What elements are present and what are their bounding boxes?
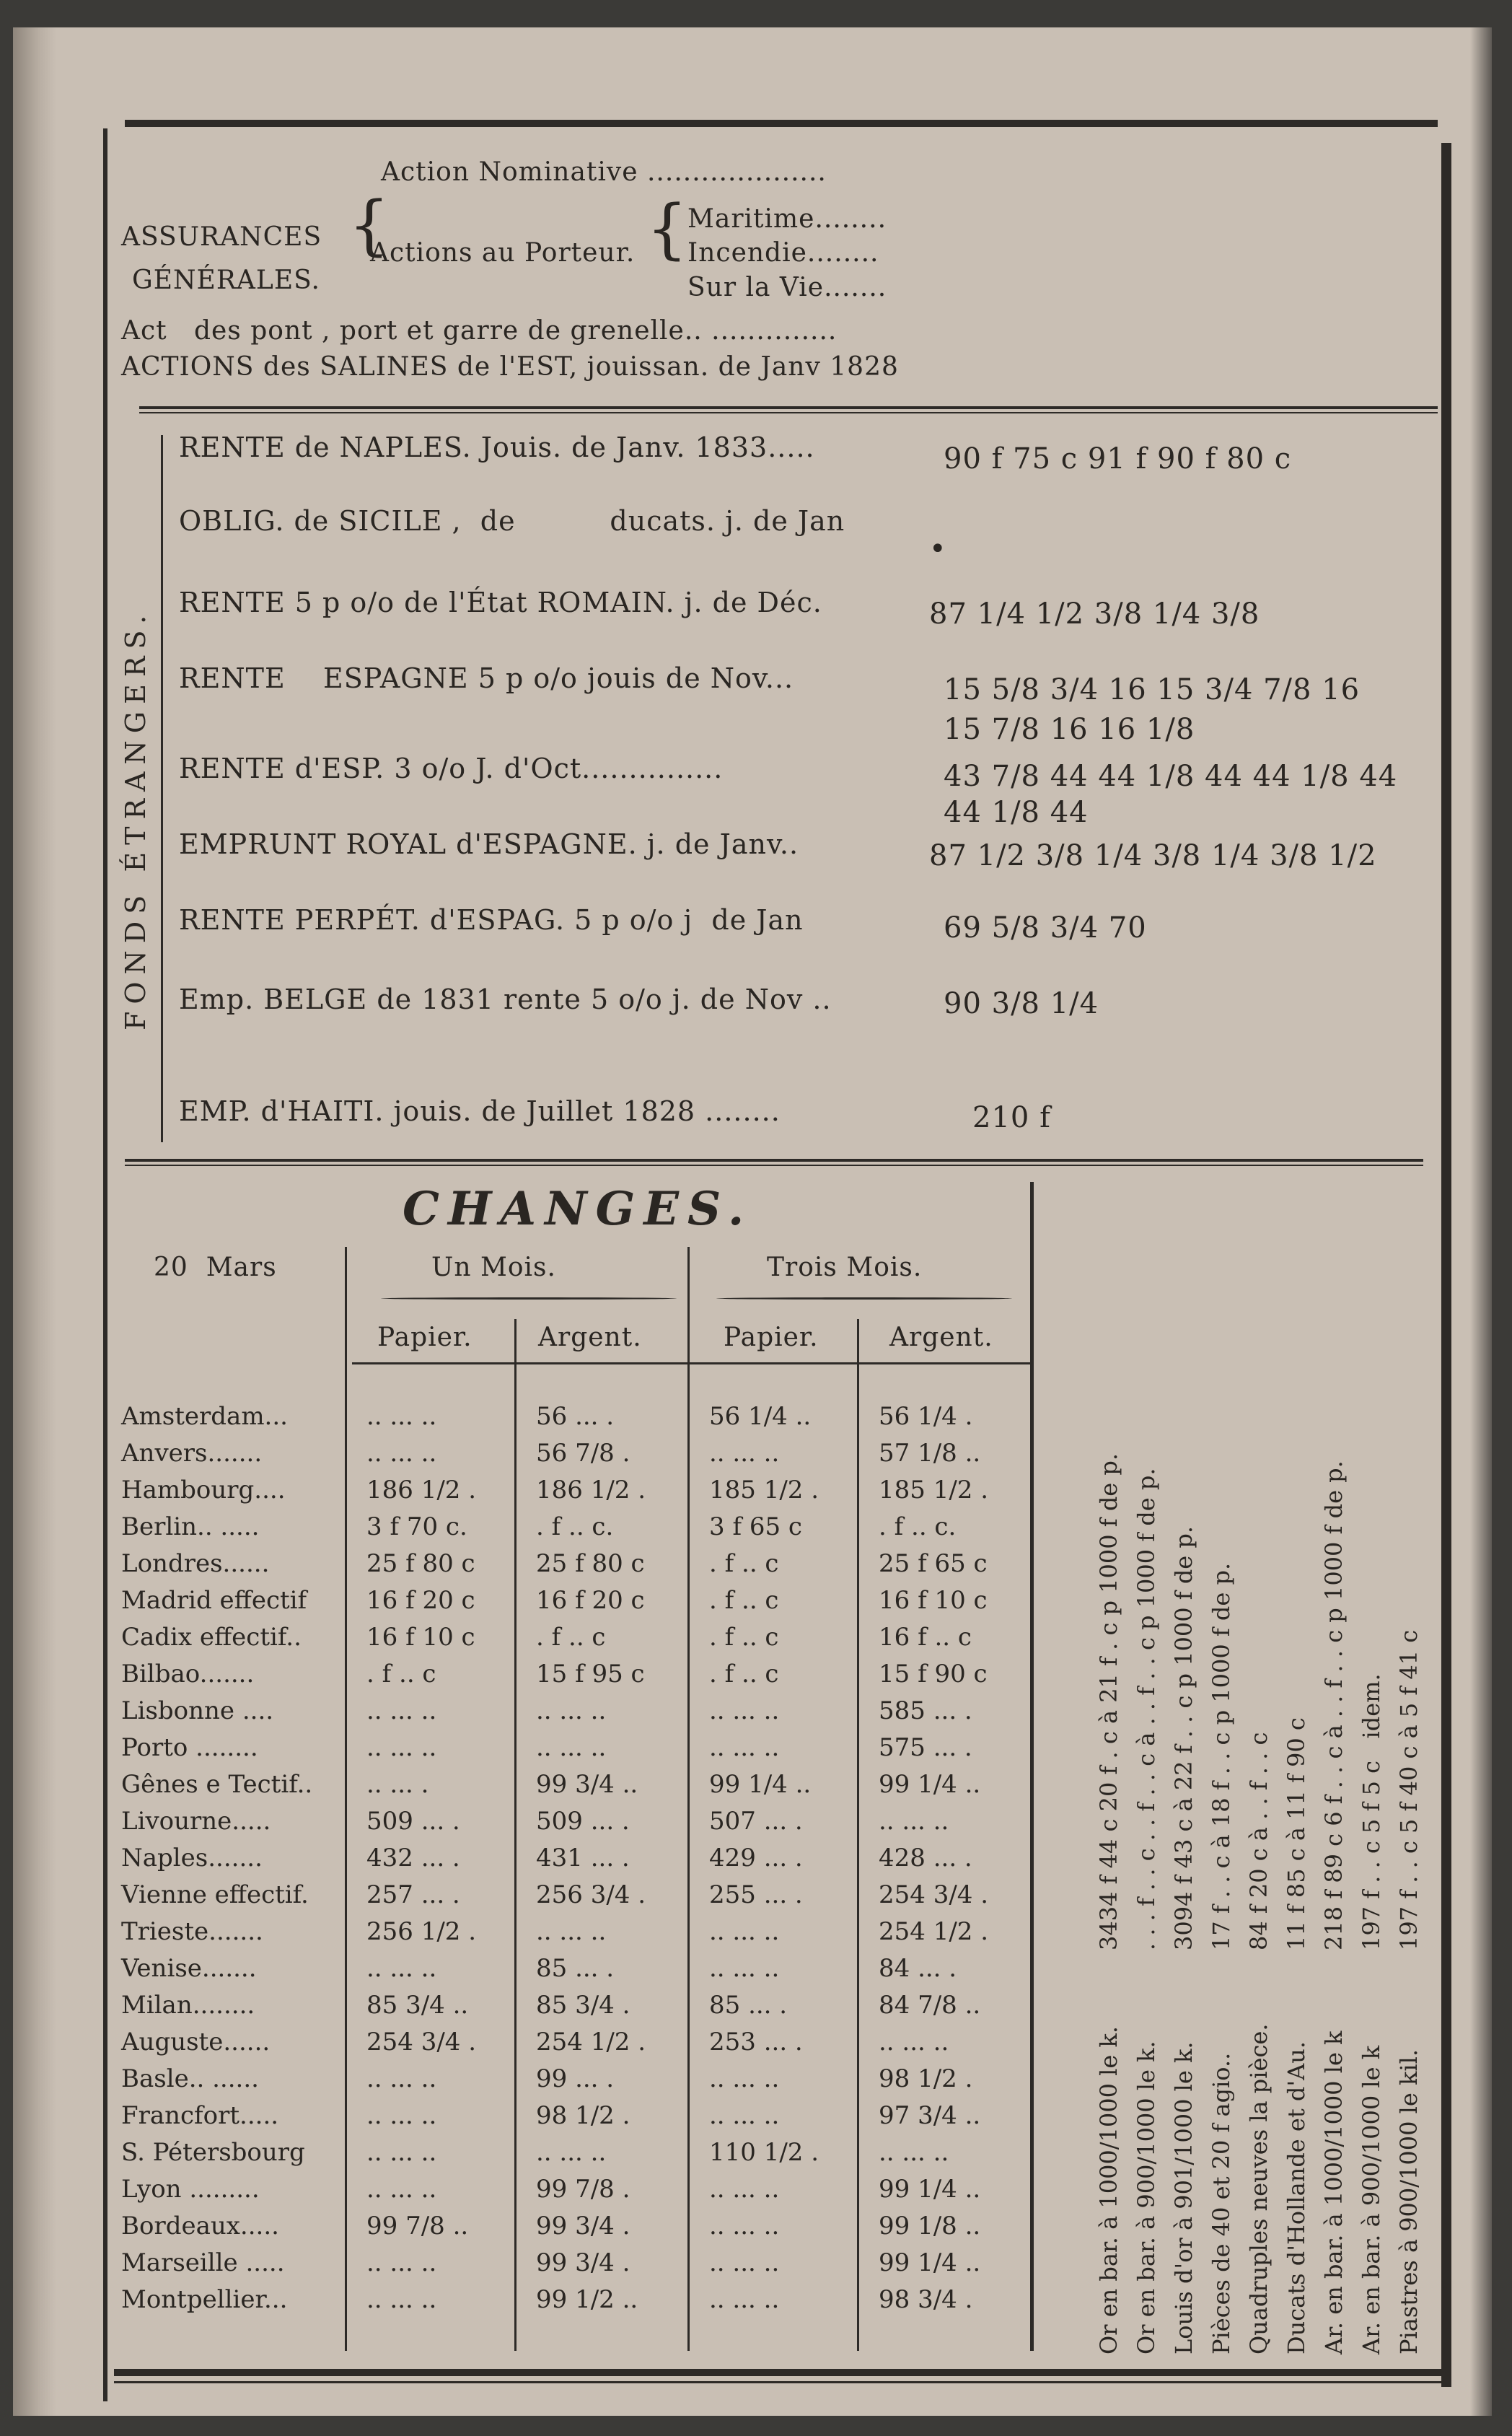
rate-cell: . f .. c xyxy=(366,1660,436,1688)
rate-cell: 509 ... . xyxy=(536,1807,630,1836)
rate-cell: 432 ... . xyxy=(366,1844,460,1872)
incendie: Incendie........ xyxy=(687,238,879,268)
city-name: Gênes e Tectif.. xyxy=(121,1770,313,1799)
rate-cell: 16 f 10 c xyxy=(879,1586,988,1615)
rate-cell: 110 1/2 . xyxy=(709,2138,819,2167)
rate-cell: 99 3/4 . xyxy=(536,2248,630,2277)
action-nominative: Action Nominative .................... xyxy=(381,157,827,187)
rate-cell: 99 7/8 .. xyxy=(366,2212,469,2240)
matiere-label: Quadruples neuves la pièce. xyxy=(1245,2023,1273,2354)
matiere-value: 11 f 85 c à 11 f 90 c xyxy=(1283,1717,1310,1950)
city-name: Francfort..... xyxy=(121,2101,279,2130)
rate-cell: 186 1/2 . xyxy=(536,1476,646,1504)
left-frame-line xyxy=(103,128,107,2401)
matiere-value: 3094 f 43 c à 22 f . . c p 1000 f de p. xyxy=(1170,1525,1197,1950)
matiere-value: 197 f . . c 5 f 40 c à 5 f 41 c xyxy=(1395,1629,1423,1950)
rate-cell: .. ... .. xyxy=(366,2138,437,2167)
rate-cell: 254 1/2 . xyxy=(879,1917,989,1946)
rate-cell: . f .. c xyxy=(709,1549,779,1578)
maritime: Maritime........ xyxy=(687,204,887,234)
rate-cell: .. ... . xyxy=(366,1770,429,1799)
fonds-row-4-values-2: 44 1/8 44 xyxy=(944,796,1089,829)
matiere-value: 17 f . . c à 18 f . . c p 1000 f de p. xyxy=(1208,1562,1235,1950)
rate-cell: 16 f 20 c xyxy=(536,1586,645,1615)
rate-cell: 15 f 90 c xyxy=(879,1660,988,1688)
fonds-row-4-values: 43 7/8 44 44 1/8 44 44 1/8 44 xyxy=(944,760,1398,793)
matiere-label: Piastres à 900/1000 le kil. xyxy=(1395,2049,1423,2354)
city-name: Bordeaux..... xyxy=(121,2212,279,2240)
matiere-label: Ducats d'Hollande et d'Au. xyxy=(1283,2041,1310,2354)
rate-cell: .. ... .. xyxy=(366,1439,437,1468)
rate-cell: .. ... .. xyxy=(709,2248,780,2277)
city-name: Anvers....... xyxy=(121,1439,263,1468)
rate-cell: 98 1/2 . xyxy=(879,2064,973,2093)
fonds-row-3-values-2: 15 7/8 16 16 1/8 xyxy=(944,713,1195,746)
rate-cell: 429 ... . xyxy=(709,1844,803,1872)
rate-cell: 84 7/8 .. xyxy=(879,1991,981,2020)
rate-cell: 25 f 80 c xyxy=(536,1549,645,1578)
city-name: Venise....... xyxy=(121,1954,257,1983)
rate-cell: 56 7/8 . xyxy=(536,1439,630,1468)
matiere-label: Ar. en bar. à 1000/1000 le k xyxy=(1320,2030,1348,2354)
rate-cell: .. ... .. xyxy=(709,2101,780,2130)
rate-cell: 509 ... . xyxy=(366,1807,460,1836)
fonds-side-label: FONDS ÉTRANGERS. xyxy=(120,608,151,1030)
rate-cell: 99 ... . xyxy=(536,2064,615,2093)
separator-2 xyxy=(125,1159,1423,1162)
rate-cell: 98 3/4 . xyxy=(879,2285,973,2314)
fonds-row-5-values: 87 1/2 3/8 1/4 3/8 1/4 3/8 1/2 xyxy=(929,839,1377,872)
generales-label: GÉNÉRALES. xyxy=(132,266,320,295)
city-name: Madrid effectif xyxy=(121,1586,307,1615)
matiere-label: Or en bar. à 1000/1000 le k. xyxy=(1095,2025,1122,2354)
city-name: Hambourg.... xyxy=(121,1476,286,1504)
rate-cell: 56 1/4 .. xyxy=(709,1402,812,1431)
fonds-row-1-label: OBLIG. de SICILE , de ducats. j. de Jan xyxy=(179,505,845,537)
rate-cell: 255 ... . xyxy=(709,1880,803,1909)
matiere-value: . . . f . . c . . f . . c à . . f . . c p 1000 f de p. xyxy=(1133,1468,1160,1950)
rate-cell: 185 1/2 . xyxy=(879,1476,989,1504)
city-name: Bilbao....... xyxy=(121,1660,255,1688)
rate-cell: 85 3/4 .. xyxy=(366,1991,469,2020)
argent-header-2: Argent. xyxy=(889,1323,993,1352)
fonds-row-3-label: RENTE ESPAGNE 5 p o/o jouis de Nov... xyxy=(179,662,794,694)
rate-cell: 25 f 80 c xyxy=(366,1549,475,1578)
city-name: S. Pétersbourg xyxy=(121,2138,305,2167)
rate-cell: 3 f 70 c. xyxy=(366,1512,467,1541)
fonds-row-4-label: RENTE d'ESP. 3 o/o J. d'Oct............... xyxy=(179,753,724,784)
rate-cell: . f .. c xyxy=(536,1623,606,1652)
changes-date: 20 Mars xyxy=(154,1253,277,1282)
matiere-value: 3434 f 44 c 20 f . c à 21 f . c p 1000 f de p. xyxy=(1095,1453,1122,1950)
rate-cell: .. ... .. xyxy=(366,2064,437,2093)
rate-cell: 25 f 65 c xyxy=(879,1549,988,1578)
matiere-label: Or en bar. à 900/1000 le k. xyxy=(1133,2041,1160,2354)
fonds-row-8-values: 210 f xyxy=(972,1101,1051,1134)
matiere-label: Pièces de 40 et 20 f agio.. xyxy=(1208,2052,1235,2354)
rate-cell: 254 3/4 . xyxy=(879,1880,989,1909)
rate-cell: 97 3/4 .. xyxy=(879,2101,981,2130)
rate-cell: 99 1/4 .. xyxy=(879,2175,981,2204)
separator-1b xyxy=(139,412,1438,413)
col-line-1 xyxy=(514,1319,517,2351)
rate-cell: 99 1/4 .. xyxy=(879,2248,981,2277)
page-edge xyxy=(1470,27,1492,2416)
rate-cell: 16 f .. c xyxy=(879,1623,972,1652)
fonds-row-5-label: EMPRUNT ROYAL d'ESPAGNE. j. de Janv.. xyxy=(179,828,799,860)
rate-cell: .. ... .. xyxy=(366,2101,437,2130)
rate-cell: 431 ... . xyxy=(536,1844,630,1872)
matiere-label: Ar. en bar. à 900/1000 le k xyxy=(1358,2045,1385,2354)
rate-cell: 99 7/8 . xyxy=(536,2175,630,2204)
separator-1 xyxy=(139,406,1438,409)
rate-cell: 16 f 10 c xyxy=(366,1623,475,1652)
rate-cell: 257 ... . xyxy=(366,1880,460,1909)
rate-cell: .. ... .. xyxy=(536,2138,607,2167)
rate-cell: 186 1/2 . xyxy=(366,1476,477,1504)
rate-cell: .. ... .. xyxy=(366,2248,437,2277)
city-name: Lyon ......... xyxy=(121,2175,260,2204)
trois-mois-bracket xyxy=(716,1297,1012,1300)
rate-cell: . f .. c xyxy=(709,1623,779,1652)
fonds-row-3-values: 15 5/8 3/4 16 15 3/4 7/8 16 xyxy=(944,673,1361,706)
matiere-value: 197 f . . c 5 f 5 c idem. xyxy=(1358,1673,1385,1950)
right-frame-line xyxy=(1441,143,1451,2387)
rate-cell: .. ... .. xyxy=(366,1696,437,1725)
city-name: Vienne effectif. xyxy=(121,1880,309,1909)
actions-salines: ACTIONS des SALINES de l'EST, jouissan. de Janv 1828 xyxy=(121,352,899,382)
rate-cell: 256 1/2 . xyxy=(366,1917,477,1946)
rate-cell: 16 f 20 c xyxy=(366,1586,475,1615)
city-name: Londres...... xyxy=(121,1549,270,1578)
papier-header-2: Papier. xyxy=(724,1323,819,1352)
trois-mois-header: Trois Mois. xyxy=(767,1253,923,1282)
fonds-row-0-values: 90 f 75 c 91 f 90 f 80 c xyxy=(944,442,1292,476)
rate-cell: .. ... .. xyxy=(709,2175,780,2204)
rate-cell: 99 3/4 . xyxy=(536,2212,630,2240)
un-mois-bracket xyxy=(381,1297,677,1300)
fonds-row-6-label: RENTE PERPÉT. d'ESPAG. 5 p o/o j de Jan xyxy=(179,904,804,936)
brace-right: { xyxy=(646,191,688,267)
rate-cell: . f .. c. xyxy=(536,1512,614,1541)
city-name: Porto ........ xyxy=(121,1733,258,1762)
matiere-label: Louis d'or à 901/1000 le k. xyxy=(1170,2041,1197,2354)
rate-cell: .. ... .. xyxy=(366,1733,437,1762)
matiere-value: 84 f 20 c à . . f . . c xyxy=(1245,1732,1273,1950)
rate-cell: .. ... .. xyxy=(709,1733,780,1762)
brace-left: { xyxy=(348,188,390,263)
rate-cell: 254 3/4 . xyxy=(366,2028,477,2056)
argent-header-1: Argent. xyxy=(538,1323,642,1352)
col-line-3 xyxy=(857,1319,859,2351)
city-name: Montpellier... xyxy=(121,2285,288,2314)
rate-cell: 585 ... . xyxy=(879,1696,972,1725)
city-name: Milan........ xyxy=(121,1991,255,2020)
rate-cell: 185 1/2 . xyxy=(709,1476,819,1504)
city-name: Cadix effectif.. xyxy=(121,1623,302,1652)
rate-cell: 253 ... . xyxy=(709,2028,803,2056)
fonds-row-8-label: EMP. d'HAITI. jouis. de Juillet 1828 ........ xyxy=(179,1095,781,1127)
actions-porteur: Actions au Porteur. xyxy=(370,238,636,268)
rate-cell: .. ... .. xyxy=(536,1696,607,1725)
rate-cell: 84 ... . xyxy=(879,1954,957,1983)
header-underline xyxy=(352,1362,1030,1364)
rate-cell: 99 1/4 .. xyxy=(709,1770,812,1799)
fonds-row-7-label: Emp. BELGE de 1831 rente 5 o/o j. de Nov .. xyxy=(179,983,832,1015)
city-name: Amsterdam... xyxy=(121,1402,288,1431)
rate-cell: .. ... .. xyxy=(709,2285,780,2314)
col-line-2 xyxy=(687,1247,690,2351)
top-rule xyxy=(125,120,1438,127)
rate-cell: .. ... .. xyxy=(366,1954,437,1983)
rate-cell: .. ... .. xyxy=(709,1954,780,1983)
rate-cell: . f .. c. xyxy=(879,1512,957,1541)
city-name: Livourne..... xyxy=(121,1807,271,1836)
un-mois-header: Un Mois. xyxy=(431,1253,556,1282)
assurances-label: ASSURANCES xyxy=(121,222,322,252)
rate-cell: 99 1/2 .. xyxy=(536,2285,638,2314)
rate-cell: . f .. c xyxy=(709,1586,779,1615)
rate-cell: .. ... .. xyxy=(709,1439,780,1468)
city-name: Basle.. ...... xyxy=(121,2064,259,2093)
rate-cell: 507 ... . xyxy=(709,1807,803,1836)
rate-cell: 85 ... . xyxy=(536,1954,615,1983)
city-name: Berlin.. ..... xyxy=(121,1512,260,1541)
col-line-4 xyxy=(1030,1182,1034,2351)
city-name: Marseille ..... xyxy=(121,2248,285,2277)
fonds-row-0-label: RENTE de NAPLES. Jouis. de Janv. 1833..... xyxy=(179,431,815,463)
changes-title: CHANGES. xyxy=(403,1182,753,1236)
rate-cell: 57 1/8 .. xyxy=(879,1439,981,1468)
city-name: Lisbonne .... xyxy=(121,1696,274,1725)
rate-cell: 99 1/8 .. xyxy=(879,2212,981,2240)
rate-cell: 85 ... . xyxy=(709,1991,788,2020)
rate-cell: .. ... .. xyxy=(366,2285,437,2314)
col-line-0 xyxy=(345,1247,347,2351)
rate-cell: 3 f 65 c xyxy=(709,1512,802,1541)
rate-cell: . f .. c xyxy=(709,1660,779,1688)
rate-cell: .. ... .. xyxy=(879,1807,949,1836)
rate-cell: 428 ... . xyxy=(879,1844,972,1872)
rate-cell: 256 3/4 . xyxy=(536,1880,646,1909)
fonds-row-2-label: RENTE 5 p o/o de l'État ROMAIN. j. de Déc. xyxy=(179,587,822,618)
rate-cell: .. ... .. xyxy=(709,2212,780,2240)
papier-header-1: Papier. xyxy=(377,1323,472,1352)
rate-cell: 98 1/2 . xyxy=(536,2101,630,2130)
rate-cell: 15 f 95 c xyxy=(536,1660,645,1688)
rate-cell: .. ... .. xyxy=(879,2028,949,2056)
rate-cell: 56 ... . xyxy=(536,1402,615,1431)
rate-cell: .. ... .. xyxy=(536,1733,607,1762)
fonds-row-7-values: 90 3/8 1/4 xyxy=(944,987,1099,1020)
rate-cell: .. ... .. xyxy=(366,2175,437,2204)
rate-cell: 99 1/4 .. xyxy=(879,1770,981,1799)
rate-cell: .. ... .. xyxy=(709,2064,780,2093)
city-name: Auguste...... xyxy=(121,2028,271,2056)
rate-cell: 575 ... . xyxy=(879,1733,972,1762)
fonds-row-6-values: 69 5/8 3/4 70 xyxy=(944,911,1147,945)
matiere-value: 218 f 89 c 6 f . . c à . . f . . c p 1000 f de p. xyxy=(1320,1460,1348,1950)
city-name: Trieste....... xyxy=(121,1917,263,1946)
rate-cell: .. ... .. xyxy=(366,1402,437,1431)
fonds-row-2-values: 87 1/4 1/2 3/8 1/4 3/8 xyxy=(929,597,1260,631)
city-name: Naples....... xyxy=(121,1844,263,1872)
rate-cell: 99 3/4 .. xyxy=(536,1770,638,1799)
rate-cell: .. ... .. xyxy=(536,1917,607,1946)
book-spine xyxy=(13,27,56,2416)
rate-cell: .. ... .. xyxy=(709,1917,780,1946)
rate-cell: 254 1/2 . xyxy=(536,2028,646,2056)
sur-la-vie: Sur la Vie....... xyxy=(687,273,887,302)
fonds-side-line xyxy=(161,435,163,1142)
ledger-page xyxy=(13,27,1492,2416)
rate-cell: .. ... .. xyxy=(709,1696,780,1725)
rate-cell: .. ... .. xyxy=(879,2138,949,2167)
bottom-rule xyxy=(114,2369,1441,2376)
fonds-row-1-values: • xyxy=(929,533,947,566)
rate-cell: 85 3/4 . xyxy=(536,1991,630,2020)
separator-2b xyxy=(125,1165,1423,1166)
act-pont: Act des pont , port et garre de grenelle.. .............. xyxy=(121,316,838,346)
rate-cell: 56 1/4 . xyxy=(879,1402,973,1431)
bottom-rule-thin xyxy=(114,2381,1441,2383)
